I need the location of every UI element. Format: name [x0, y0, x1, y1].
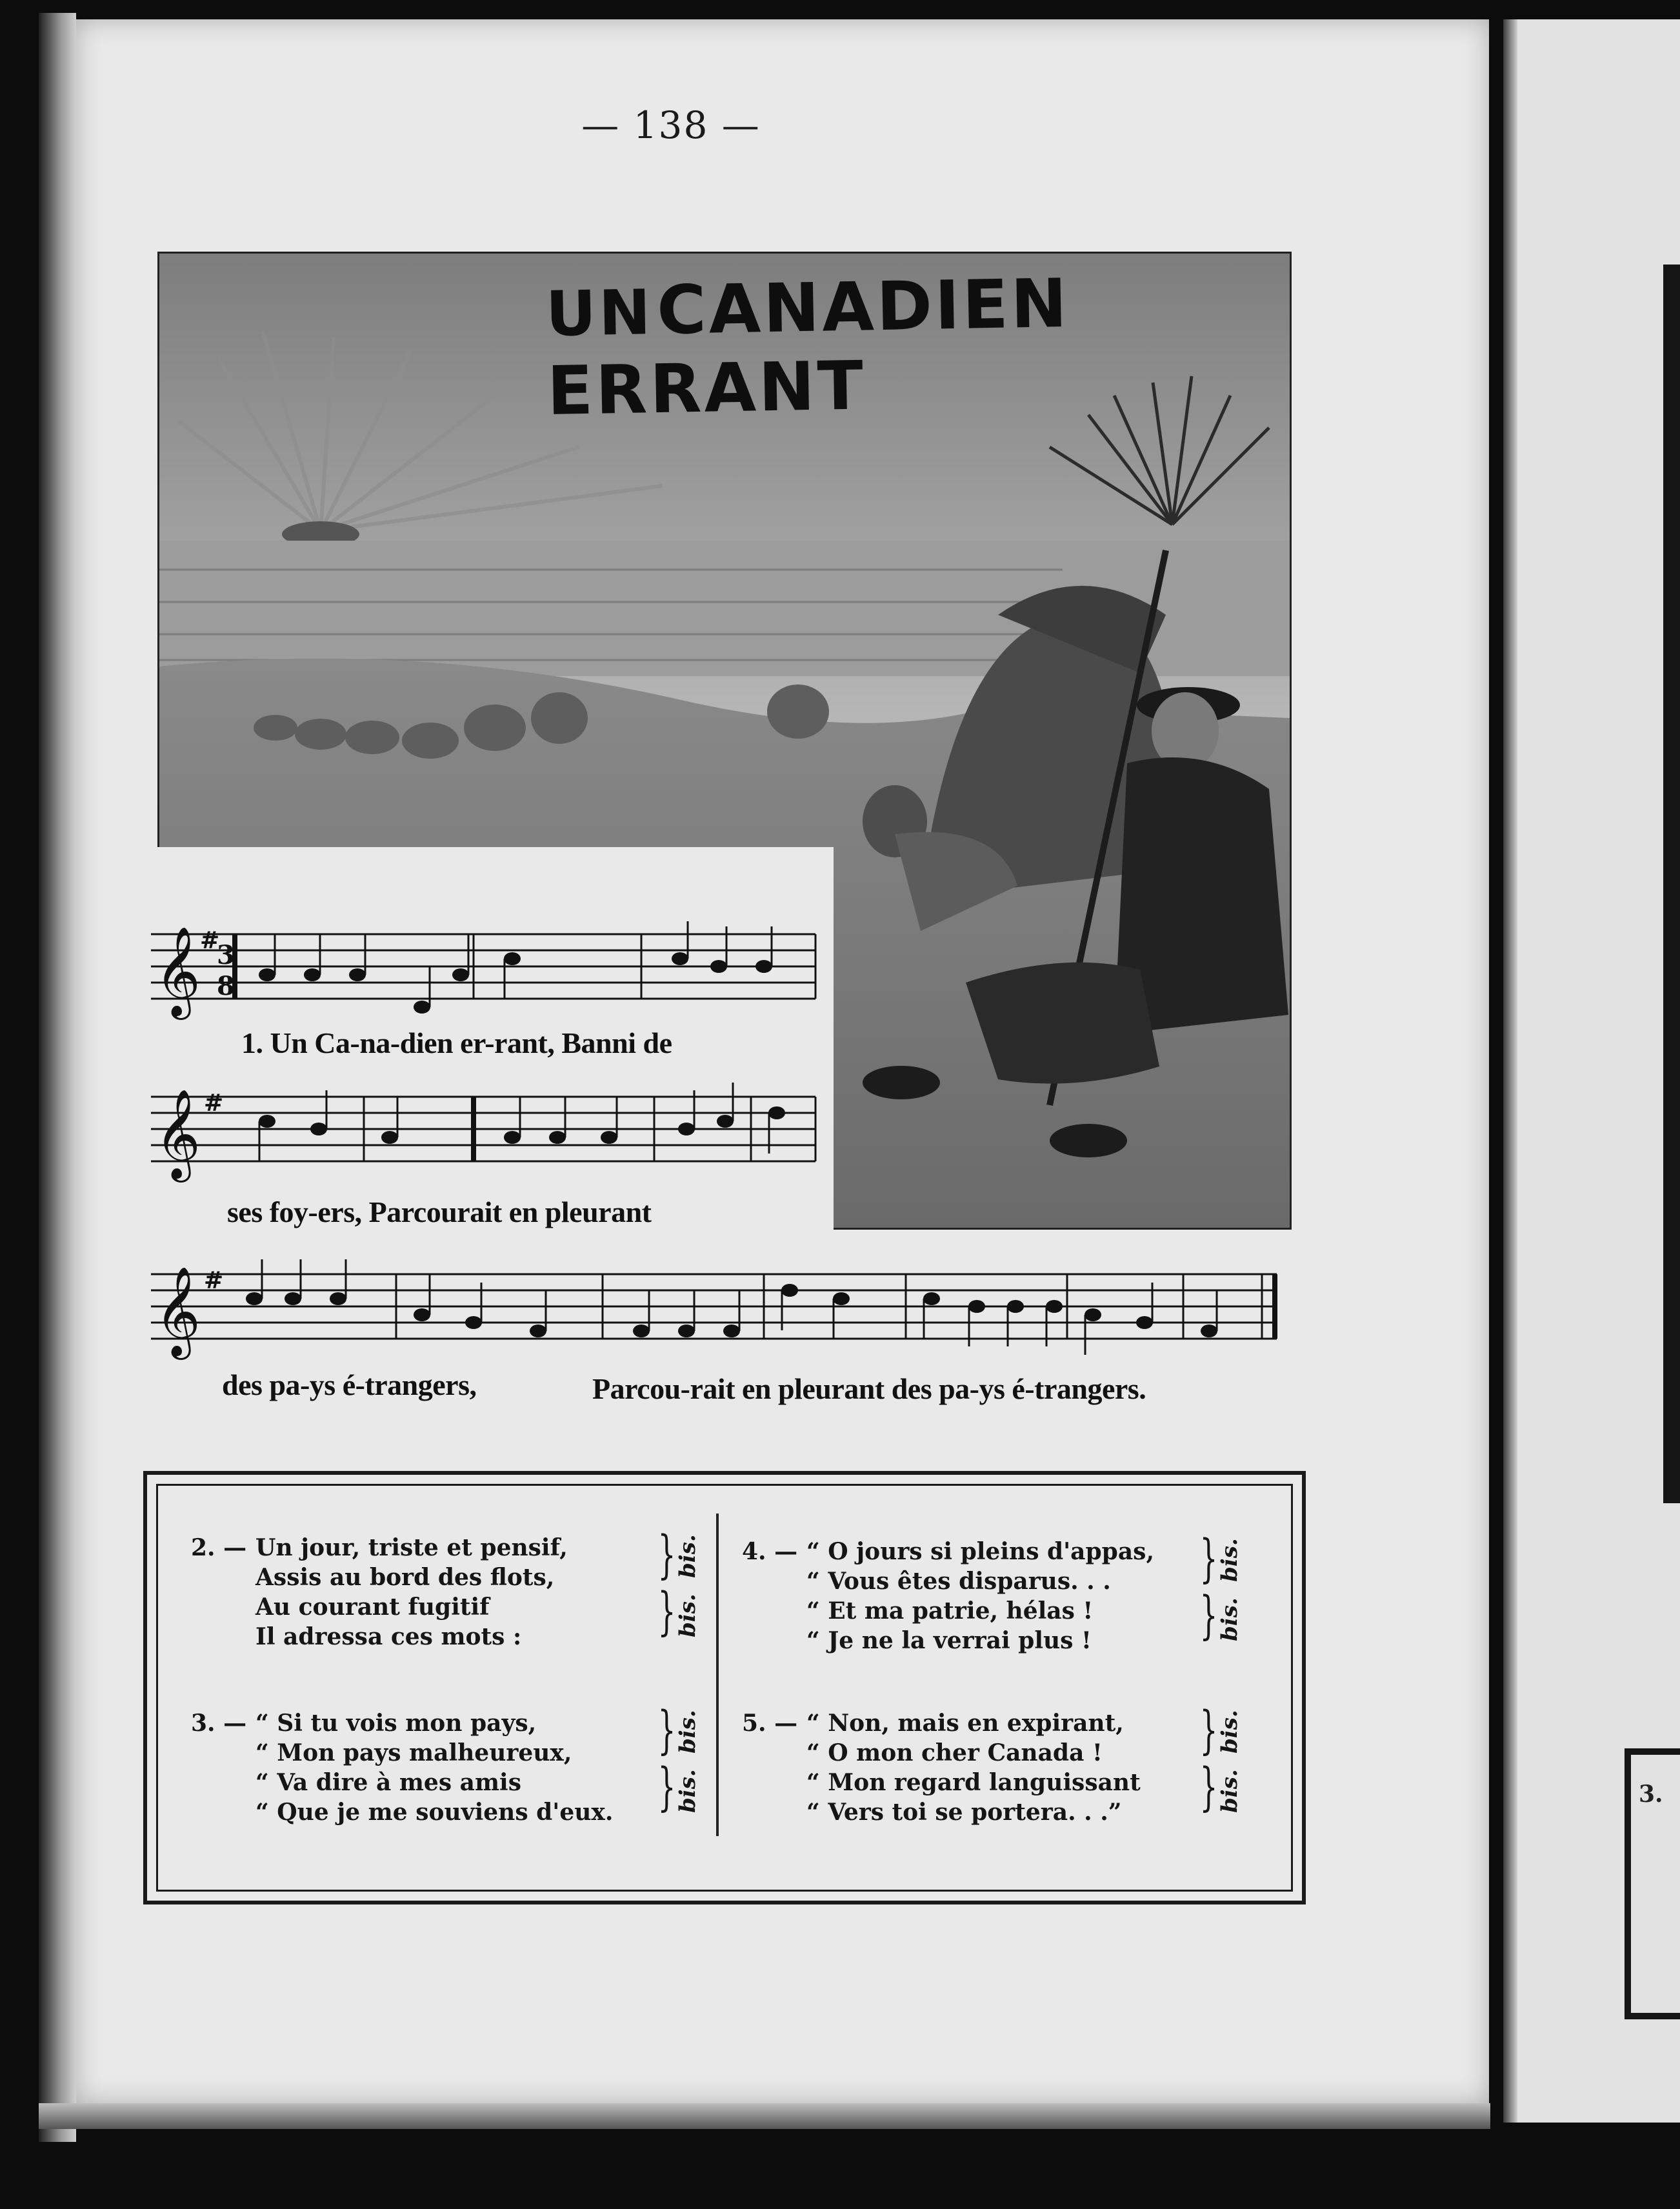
- svg-text:𝄞: 𝄞: [155, 1089, 201, 1179]
- verse-line: “ O jours si pleins d'appas,: [806, 1538, 1154, 1565]
- lyric-line-3a: des pa-ys é-trangers,: [222, 1368, 477, 1401]
- stanza-number: 5. —: [742, 1710, 798, 1737]
- verse-line: “ Non, mais en expirant,: [806, 1710, 1124, 1737]
- spine-shadow: [1503, 19, 1517, 2123]
- svg-text:3: 3: [217, 940, 235, 970]
- svg-text:#: #: [204, 1090, 224, 1117]
- title-main: CANADIEN ERRANT: [546, 263, 1070, 431]
- page-edge: [39, 13, 76, 2142]
- refrain-mark: bis.: [1217, 1538, 1243, 1582]
- verses-box: [143, 1471, 1306, 1904]
- verse-line: “ Va dire à mes amis: [255, 1769, 521, 1796]
- song-title: [545, 260, 1291, 430]
- brace: }: [657, 1757, 676, 1817]
- verse-line: “ Vers toi se portera. . .”: [806, 1799, 1122, 1826]
- lyric-line-2: ses foy-ers, Parcourait en pleurant: [227, 1195, 652, 1228]
- refrain-mark: bis.: [675, 1534, 701, 1578]
- music-staff-1: [151, 915, 822, 1031]
- verse-line: Un jour, triste et pensif,: [255, 1534, 568, 1561]
- page-number: — 138 —: [581, 103, 761, 147]
- brace: }: [657, 1700, 676, 1760]
- verse-line: “ Je ne la verrai plus !: [806, 1627, 1092, 1654]
- brace: }: [1199, 1700, 1218, 1760]
- brace: }: [657, 1524, 676, 1584]
- brace: }: [1199, 1757, 1218, 1817]
- refrain-mark: bis.: [675, 1594, 701, 1637]
- verse-line: “ Et ma patrie, hélas !: [806, 1597, 1094, 1624]
- refrain-mark: bis.: [1217, 1710, 1243, 1754]
- svg-text:#: #: [200, 927, 220, 954]
- verse-line: Au courant fugitif: [255, 1594, 490, 1621]
- music-staff-2: [151, 1071, 822, 1194]
- music-staff-3: [151, 1245, 1281, 1374]
- stanza-number: 2. —: [191, 1534, 247, 1561]
- refrain-mark: bis.: [1217, 1597, 1243, 1641]
- verse-line: “ Vous êtes disparus. . .: [806, 1568, 1111, 1595]
- brace: }: [1199, 1528, 1218, 1588]
- svg-text:8: 8: [217, 971, 235, 1001]
- lyric-line-3b: Parcou-rait en pleurant des pa-ys é-trangers.: [592, 1372, 1146, 1405]
- verse-line: Il adressa ces mots :: [255, 1623, 522, 1650]
- verse-line: “ Mon pays malheureux,: [255, 1739, 572, 1766]
- title-prefix: UN: [545, 276, 654, 351]
- verse-line: “ Que je me souviens d'eux.: [255, 1799, 614, 1826]
- verse-line: “ Mon regard languissant: [806, 1769, 1141, 1796]
- verse-line: “ Si tu vois mon pays,: [255, 1710, 537, 1737]
- svg-text:𝄞: 𝄞: [155, 926, 201, 1016]
- facing-page: [1503, 19, 1680, 2123]
- brace: }: [1199, 1585, 1218, 1645]
- verse-line: “ O mon cher Canada !: [806, 1739, 1103, 1766]
- refrain-mark: bis.: [1217, 1769, 1243, 1813]
- facing-page-fragment: 3.: [1639, 1781, 1663, 1808]
- brace: }: [657, 1581, 676, 1641]
- stanza-number: 4. —: [742, 1538, 798, 1565]
- page-bottom-edge: [39, 2103, 1490, 2129]
- stanza-number: 3. —: [191, 1710, 247, 1737]
- svg-text:𝄞: 𝄞: [155, 1266, 201, 1356]
- verses-divider: [716, 1514, 719, 1836]
- svg-text:#: #: [204, 1267, 224, 1294]
- facing-page-border: [1663, 265, 1680, 1503]
- lyric-line-1: 1. Un Ca-na-dien er-rant, Banni de: [241, 1026, 672, 1059]
- verse-line: Assis au bord des flots,: [255, 1564, 555, 1591]
- refrain-mark: bis.: [675, 1769, 701, 1813]
- refrain-mark: bis.: [675, 1710, 701, 1754]
